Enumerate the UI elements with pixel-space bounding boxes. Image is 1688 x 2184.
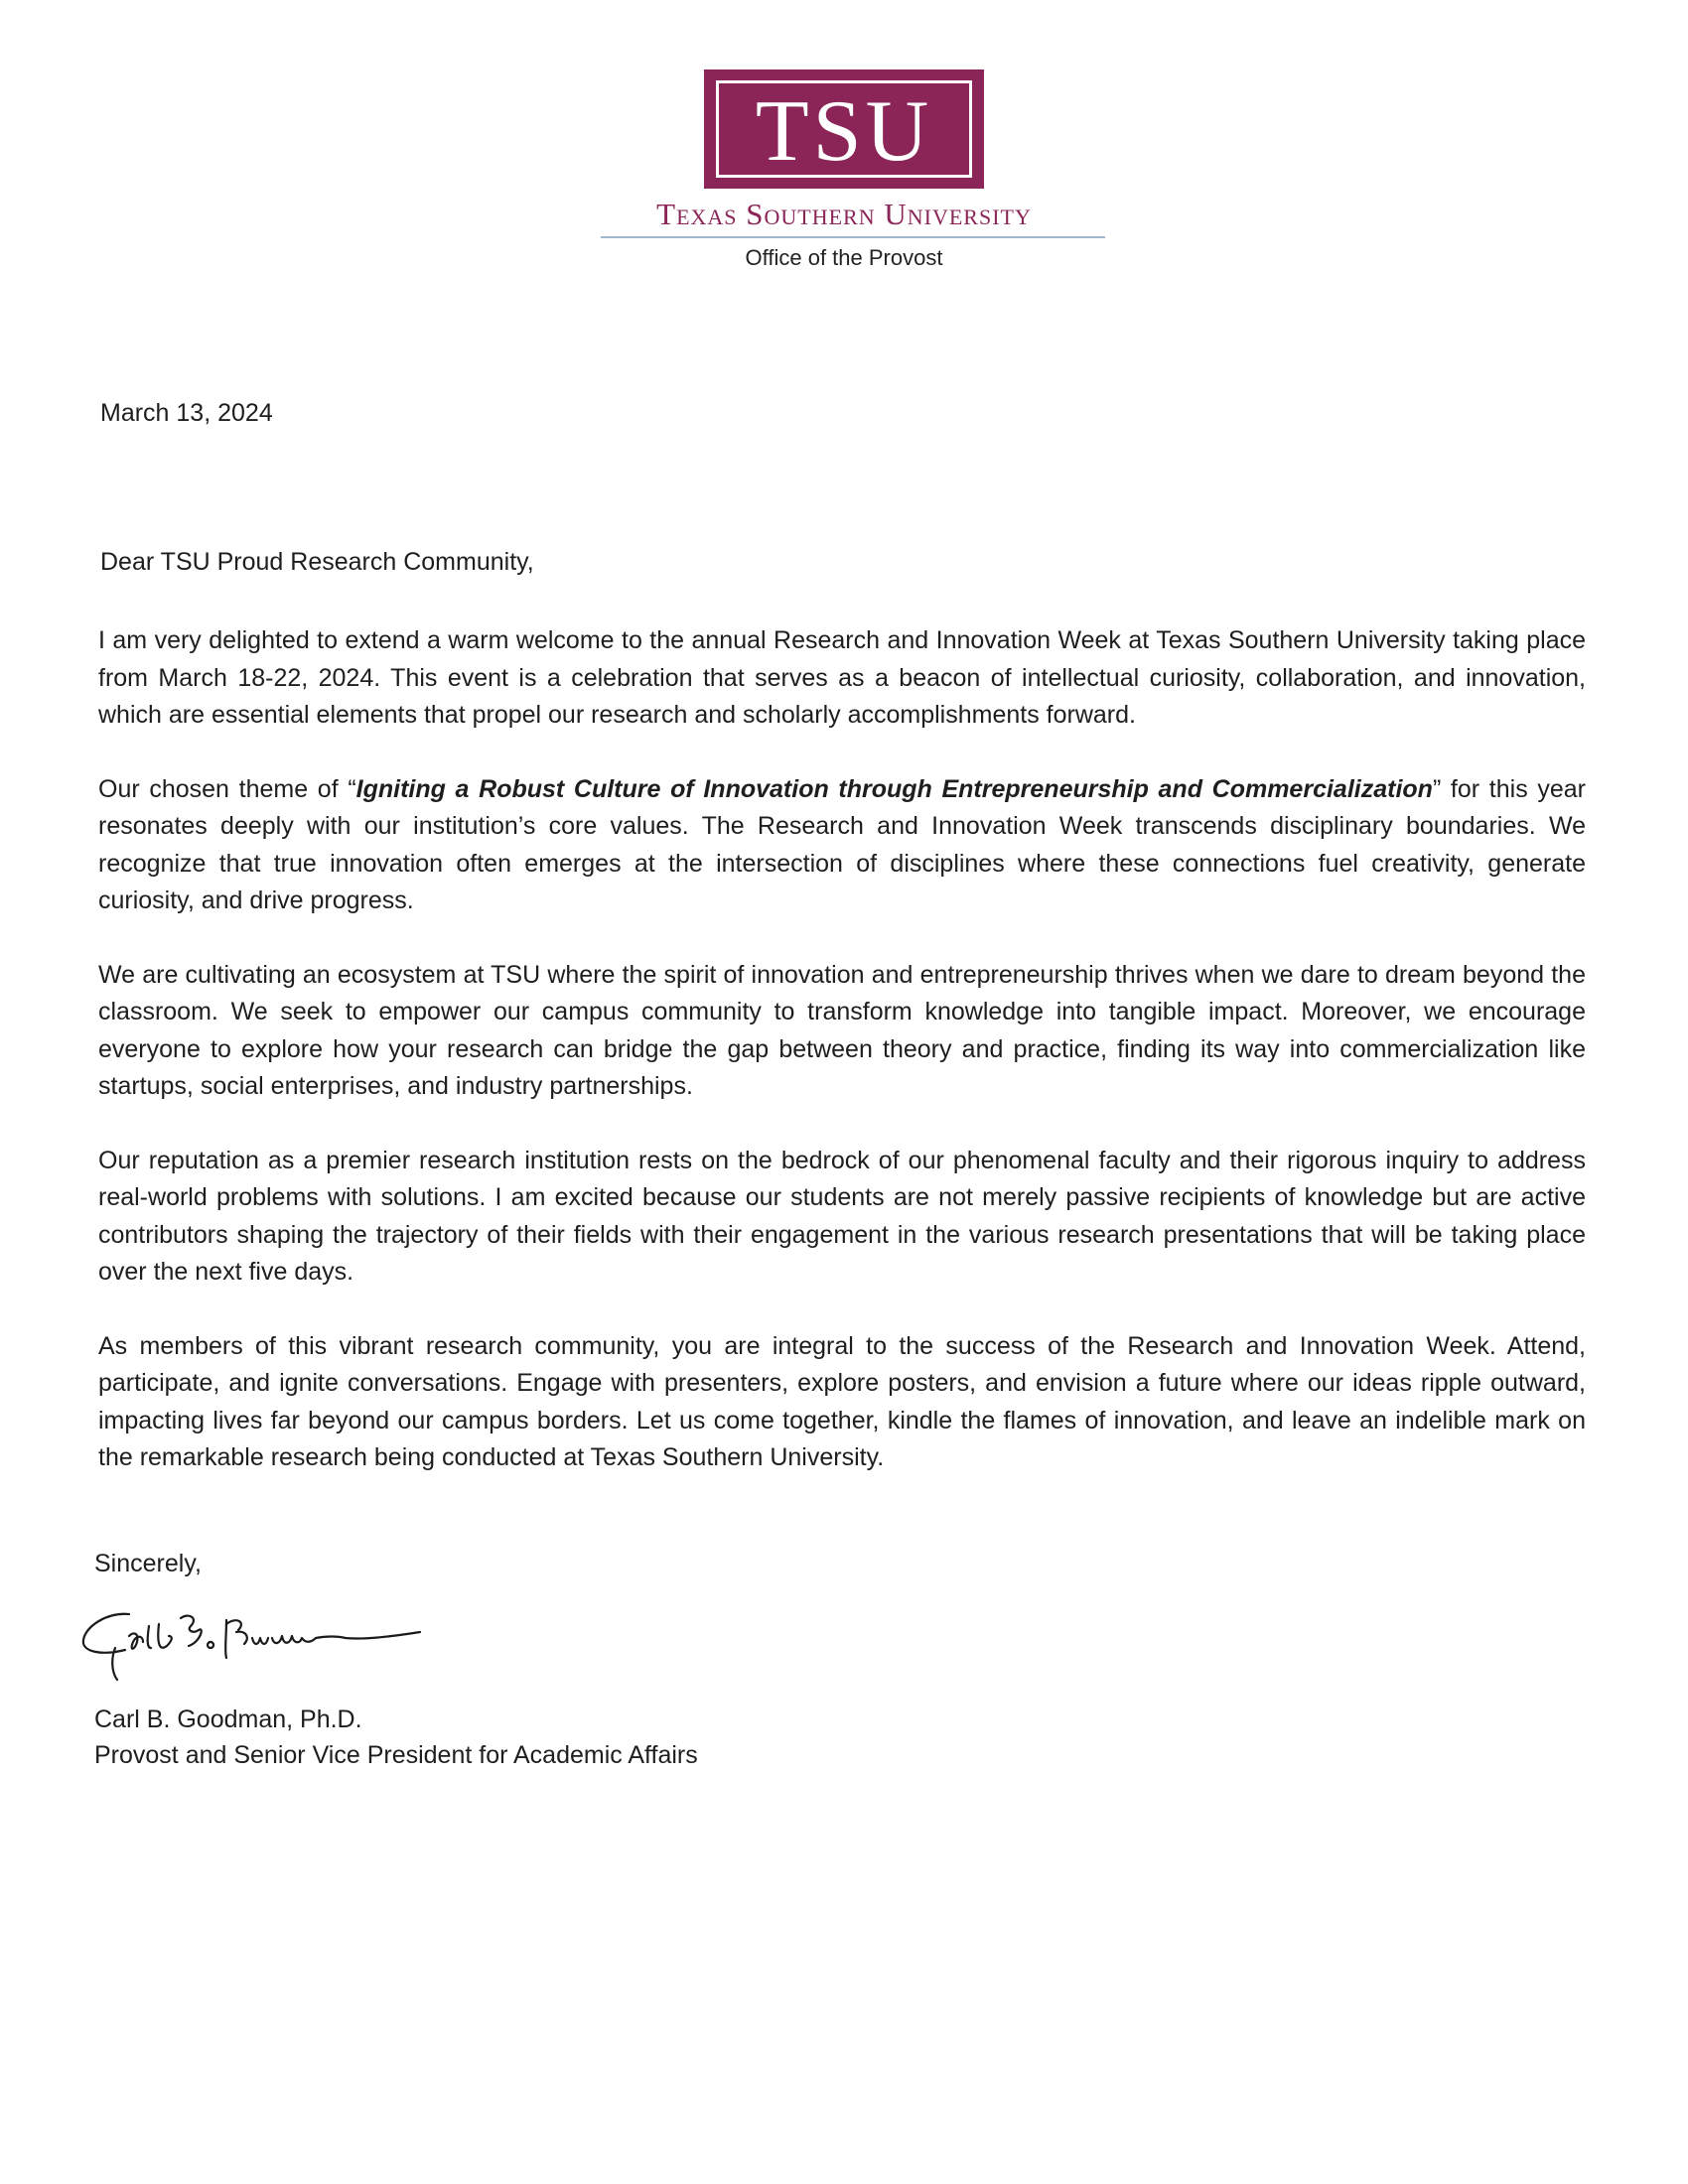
signer-title: Provost and Senior Vice President for Academic Affairs [94,1741,698,1769]
paragraph-2-intro: Our chosen theme of “ [98,774,356,803]
letter-date: March 13, 2024 [100,399,273,427]
letterhead-rule [601,236,1105,238]
signature-image [77,1596,485,1706]
letterhead [0,69,1688,270]
closing: Sincerely, [94,1550,202,1577]
logo-text: TSU [755,83,933,180]
office-name: Office of the Provost [745,245,943,270]
signature-stroke [83,1614,420,1680]
signer-name: Carl B. Goodman, Ph.D. [94,1706,362,1733]
salutation: Dear TSU Proud Research Community, [100,548,534,576]
paragraph-1: I am very delighted to extend a warm welcome to the annual Research and Innovation Week at Texas Southern University taking place from March 18-22, 2024. This event is a celebration that serves as a beacon of intellectual curiosity, collaboration, and innovation, which are essential elements that propel our research and scholarly accomplishments forward. [98,626,1586,729]
tsu-logo [704,69,984,189]
paragraph-3: We are cultivating an ecosystem at TSU where the spirit of innovation and entrepreneurship thrives when we dare to dream beyond the classroom. We seek to empower our campus community to transform knowledge into tangible impact. Moreover, we encourage everyone to explore how your research can bridge the gap between theory and practice, finding its way into commercialization like startups, social enterprises, and industry partnerships. [98,960,1586,1100]
university-name: Texas Southern University [656,197,1032,231]
letter-body [98,622,1586,1477]
paragraph-2 [98,771,1586,920]
paragraph-4: Our reputation as a premier research institution rests on the bedrock of our phenomenal faculty and their rigorous inquiry to address real-world problems with solutions. I am excited because our students are not merely passive recipients of knowledge but are active contributors shaping the trajectory of their fields with their engagement in the various research presentations that will be taking place over the next five days. [98,1146,1586,1286]
logo-frame [716,80,972,178]
theme-title: Igniting a Robust Culture of Innovation through Entrepreneurship and Commercialization [355,774,1433,803]
paragraph-5: As members of this vibrant research community, you are integral to the success of the Research and Innovation Week. Attend, participate, and ignite conversations. Engage with presenters, explore posters, and envision a future where our ideas ripple outward, impacting lives far beyond our campus borders. Let us come together, kindle the flames of innovation, and leave an indelible mark on the remarkable research being conducted at Texas Southern University. [98,1331,1586,1471]
paragraph-2-rest: ” for this year resonates deeply with our institution’s core values. The Research and Innovation Week transcends disciplinary boundaries. We recognize that true innovation often emerges at the intersection of disciplines where these connections fuel creativity, generate curiosity, and drive progress. [98,774,1586,914]
